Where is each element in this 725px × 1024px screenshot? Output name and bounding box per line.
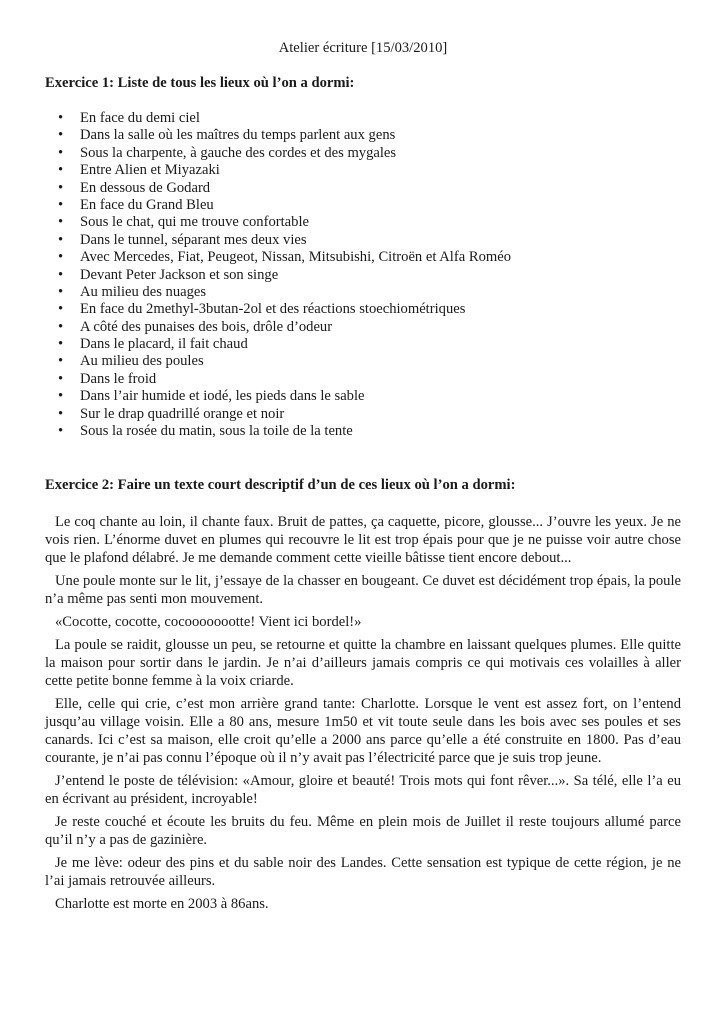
list-item <box>45 388 681 405</box>
bullet-icon: • <box>58 214 64 231</box>
paragraph: Je me lève: odeur des pins et du sable noir des Landes. Cette sensation est typique de cette région, je ne l’ai jamais retrouvée ailleurs. <box>45 855 681 890</box>
bullet-icon: • <box>58 196 64 213</box>
list-item <box>45 232 681 249</box>
paragraph: «Cocotte, cocotte, cocoooooootte! Vient ici bordel!» <box>55 614 362 631</box>
paragraph: J’entend le poste de télévision: «Amour, gloire et beauté! Trois mots qui font rêver...». Sa télé, elle l’a eu en écrivant au président, incroyable! <box>45 773 681 808</box>
list-item-text: Sous le chat, qui me trouve confortable <box>80 214 309 231</box>
list-item-text: Au milieu des poules <box>80 353 204 370</box>
list-item <box>45 197 681 214</box>
list-item-text: Dans le placard, il fait chaud <box>80 336 248 353</box>
list-item-text: Entre Alien et Miyazaki <box>80 162 220 179</box>
exercise-1-title: Exercice 1: Liste de tous les lieux où l’on a dormi: <box>45 75 355 91</box>
paragraph: Le coq chante au loin, il chante faux. Bruit de pattes, ça caquette, picore, glousse... J’ouvre les yeux. Je ne vois rien. L’énorme duvet en plumes qui recouvre le lit est trop épais pour que je ne puisse voir autre chose que le plafond délabré. Je me demande comment cette vieille bâtisse tient encore debout... <box>45 514 681 567</box>
list-item <box>45 336 681 353</box>
list-item-text: Dans l’air humide et iodé, les pieds dans le sable <box>80 388 365 405</box>
bullet-icon: • <box>58 127 64 144</box>
descriptive-text <box>45 513 681 913</box>
bullet-icon: • <box>58 179 64 196</box>
bullet-icon: • <box>58 231 64 248</box>
bullet-icon: • <box>58 353 64 370</box>
list-item <box>45 353 681 370</box>
bullet-icon: • <box>58 423 64 440</box>
list-item-text: En face du Grand Bleu <box>80 196 214 213</box>
bullet-icon: • <box>58 249 64 266</box>
list-item-text: Avec Mercedes, Fiat, Peugeot, Nissan, Mitsubishi, Citroën et Alfa Roméo <box>80 249 511 266</box>
list-item-text: En face du demi ciel <box>80 110 200 126</box>
list-item-text: En dessous de Godard <box>80 179 211 196</box>
list-item-text: Dans le froid <box>80 370 157 387</box>
list-item <box>45 319 681 336</box>
list-item-text: Dans le tunnel, séparant mes deux vies <box>80 231 307 248</box>
list-item-text: Devant Peter Jackson et son singe <box>80 266 279 283</box>
list-item <box>45 423 681 440</box>
paragraph: Elle, celle qui crie, c’est mon arrière grand tante: Charlotte. Lorsque le vent est assez fort, on l’entend jusqu’au village voisin. Elle a 80 ans, mesure 1m50 et vit toute seule dans les bois avec ses poules et ses canards. Ici c’est sa maison, elle croit qu’elle a 2000 ans parce qu’elle a été construite en 1800. Pas d’eau courante, je n’ai pas connu l’époque où il n’y avait pas l’électricité parce que je suis trop jeune. <box>45 696 681 767</box>
page-header: Atelier écriture [15/03/2010] <box>278 40 448 56</box>
list-item <box>45 284 681 301</box>
bullet-icon: • <box>58 283 64 300</box>
list-item-text: A côté des punaises des bois, drôle d’odeur <box>80 318 333 335</box>
bullet-icon: • <box>58 336 64 353</box>
bullet-icon: • <box>58 388 64 405</box>
list-item-text: Dans la salle où les maîtres du temps parlent aux gens <box>80 127 396 144</box>
bullet-icon: • <box>58 144 64 161</box>
exercise-2-title: Exercice 2: Faire un texte court descriptif d’un de ces lieux où l’on a dormi: <box>45 477 516 494</box>
list-item <box>45 110 681 127</box>
list-item-text: Sur le drap quadrillé orange et noir <box>80 405 285 422</box>
list-item-text: Sous la charpente, à gauche des cordes et des mygales <box>80 144 397 161</box>
list-item-text: Au milieu des nuages <box>80 283 207 300</box>
paragraph: Une poule monte sur le lit, j’essaye de la chasser en bougeant. Ce duvet est décidément trop épais, la poule n’a même pas senti mon mouvement. <box>45 573 681 608</box>
places-list <box>45 110 681 440</box>
list-item <box>45 301 681 318</box>
list-item-text: Sous la rosée du matin, sous la toile de la tente <box>80 423 353 440</box>
list-item <box>45 214 681 231</box>
document-page <box>45 40 681 918</box>
list-item <box>45 162 681 179</box>
list-item <box>45 145 681 162</box>
paragraph: Charlotte est morte en 2003 à 86ans. <box>55 896 269 913</box>
list-item <box>45 406 681 423</box>
bullet-icon: • <box>58 370 64 387</box>
list-item <box>45 180 681 197</box>
bullet-icon: • <box>58 301 64 318</box>
paragraph: Je reste couché et écoute les bruits du feu. Même en plein mois de Juillet il reste toujours allumé parce qu’il n’y a pas de gazinière. <box>45 814 681 849</box>
bullet-icon: • <box>58 318 64 335</box>
bullet-icon: • <box>58 266 64 283</box>
bullet-icon: • <box>58 110 64 126</box>
list-item <box>45 267 681 284</box>
paragraph: La poule se raidit, glousse un peu, se retourne et quitte la chambre en laissant quelques plumes. Elle quitte la maison pour sortir dans le jardin. Je n’ai d’ailleurs jamais compris ce qui motivais ces volailles à aller cette petite bonne femme à la voix criarde. <box>45 637 681 690</box>
list-item <box>45 371 681 388</box>
list-item-text: En face du 2methyl-3butan-2ol et des réactions stoechiométriques <box>80 301 466 318</box>
list-item <box>45 249 681 266</box>
bullet-icon: • <box>58 162 64 179</box>
bullet-icon: • <box>58 405 64 422</box>
list-item <box>45 127 681 144</box>
